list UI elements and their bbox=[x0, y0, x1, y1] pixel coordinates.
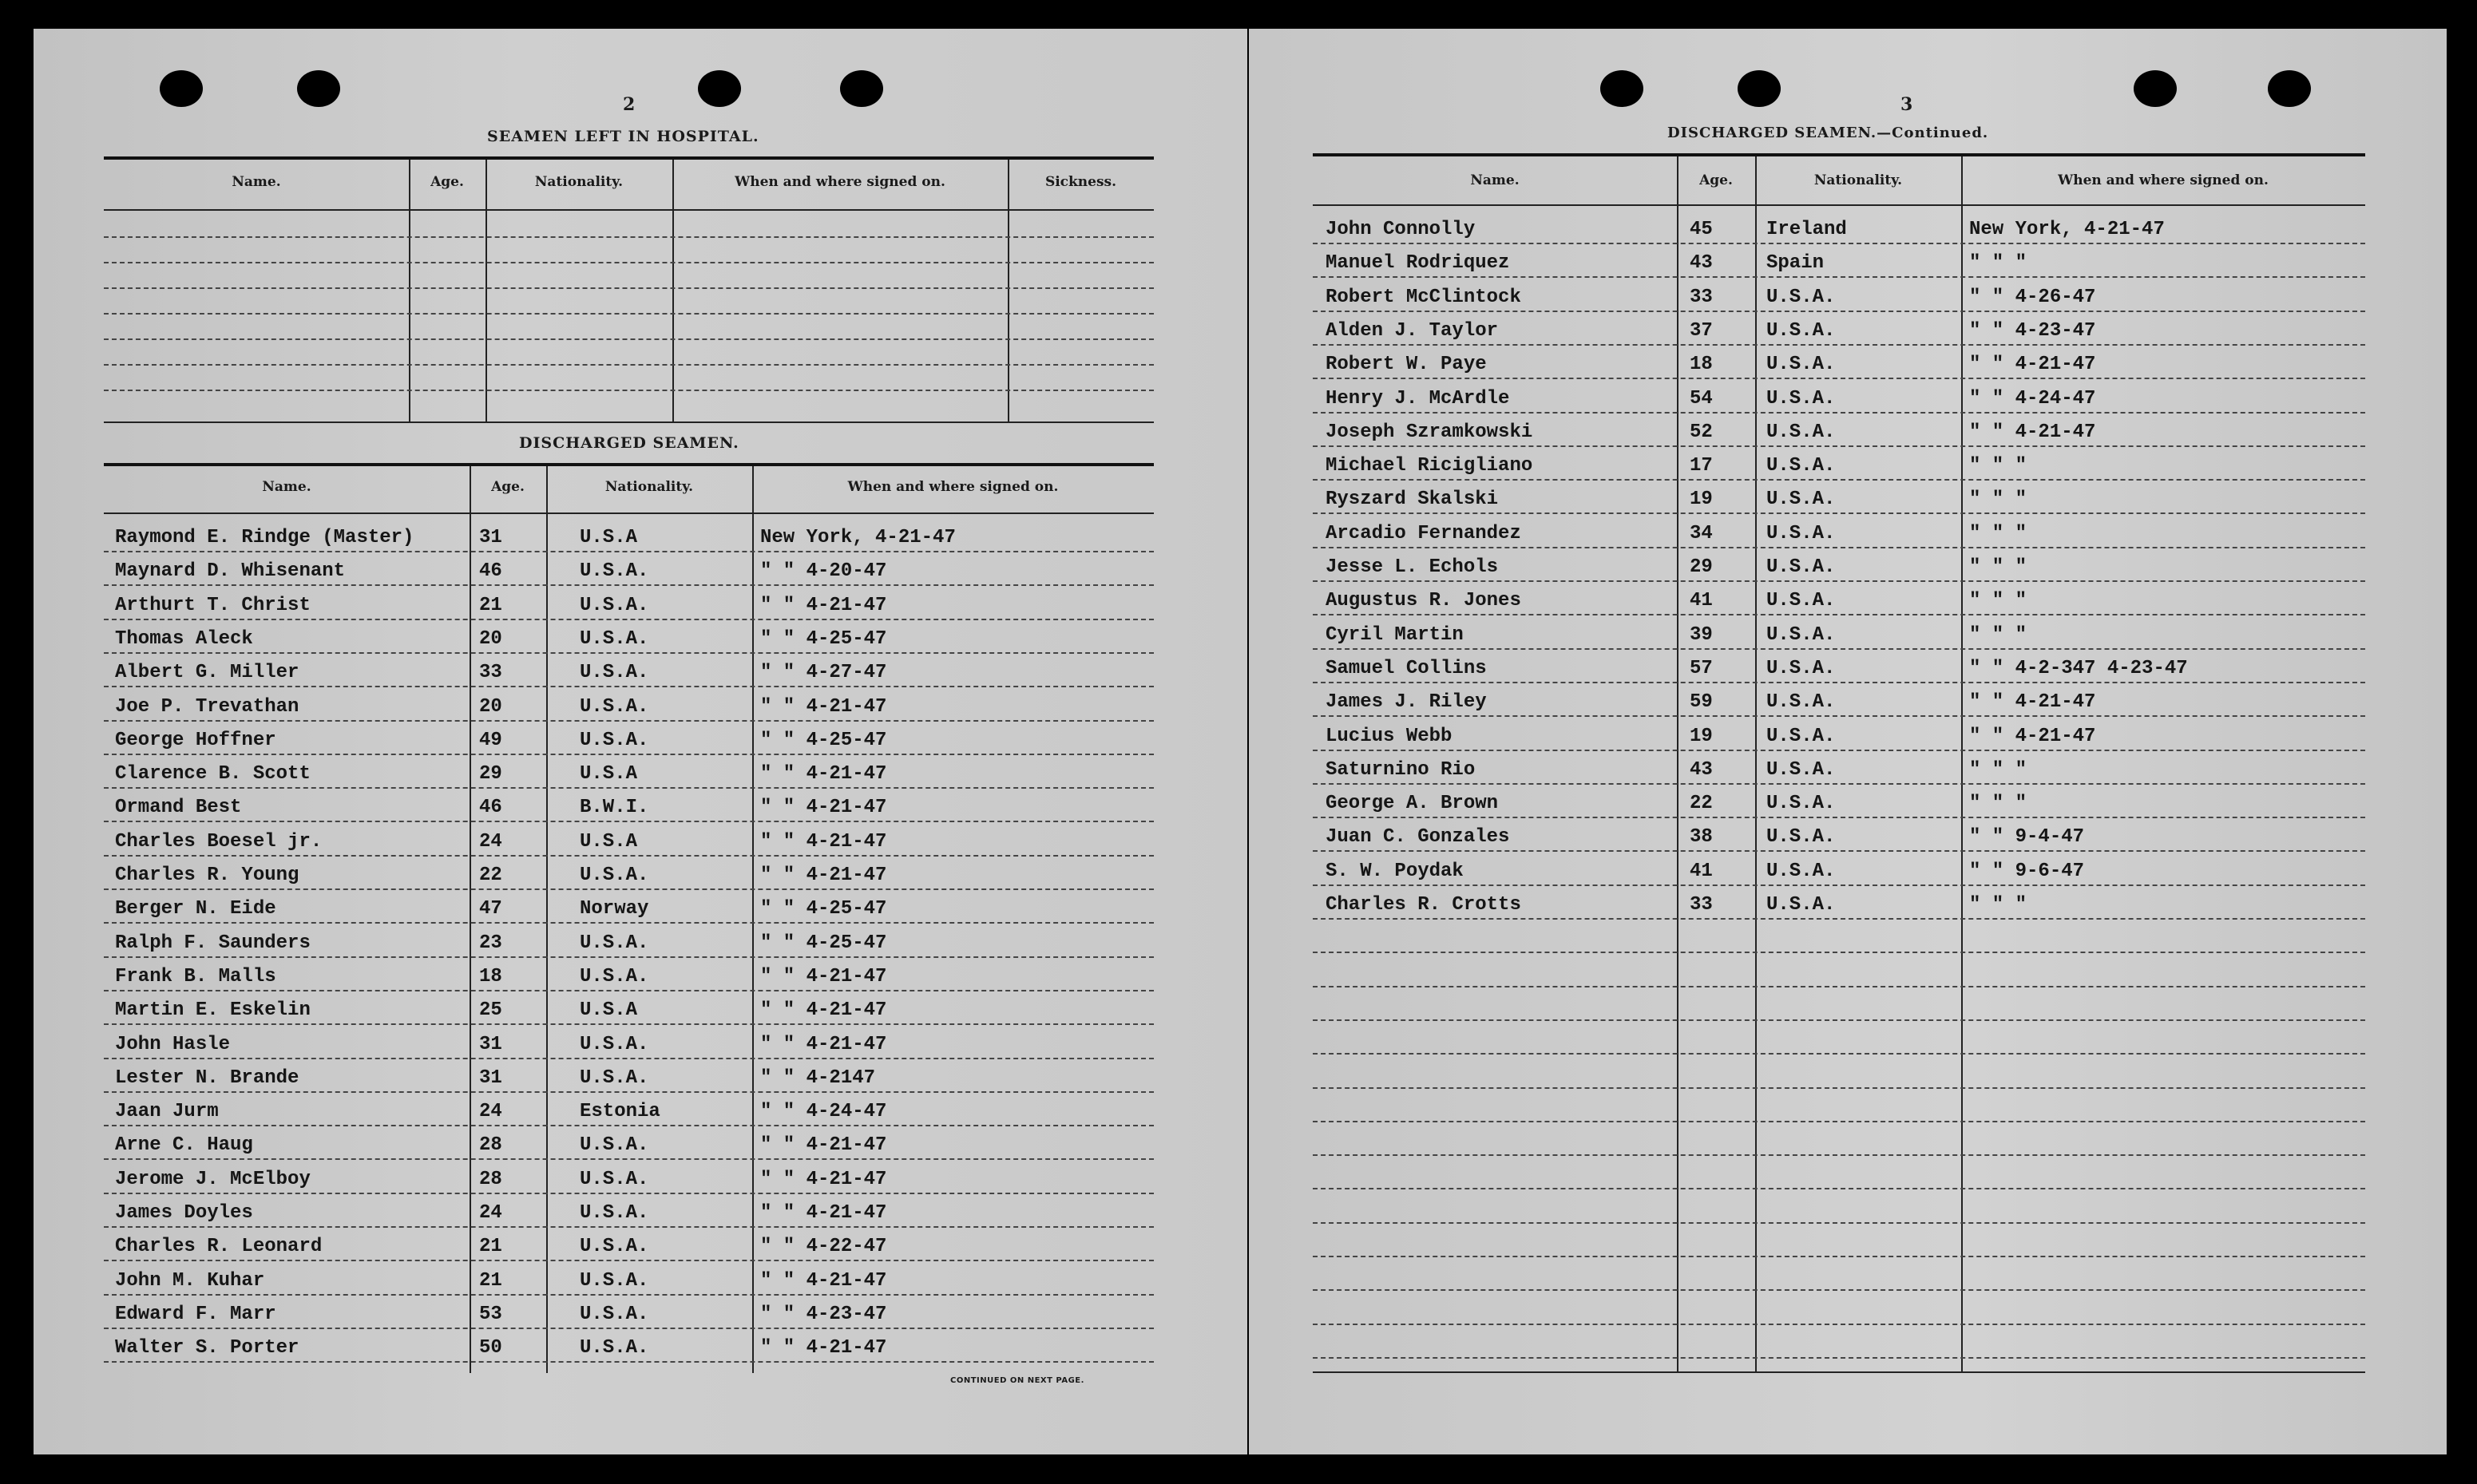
row-rule bbox=[104, 787, 1154, 789]
row-nationality: U.S.A. bbox=[1766, 860, 1836, 882]
row-rule bbox=[1313, 445, 2365, 447]
blank-line bbox=[1313, 1019, 2365, 1021]
row-nationality: B.W.I. bbox=[580, 797, 649, 819]
row-age: 20 bbox=[479, 695, 502, 718]
row-age: 39 bbox=[1690, 623, 1713, 646]
col-divider bbox=[409, 160, 410, 423]
row-age: 18 bbox=[479, 965, 502, 987]
row-signed-on: " " " bbox=[1969, 556, 2027, 578]
row-rule bbox=[1313, 344, 2365, 346]
row-name: Charles R. Young bbox=[115, 865, 299, 886]
row-nationality: U.S.A. bbox=[580, 1236, 649, 1258]
row-rule bbox=[104, 584, 1154, 586]
blank-line bbox=[104, 236, 1154, 238]
blank-line bbox=[1313, 986, 2365, 987]
row-age: 34 bbox=[1690, 522, 1713, 544]
row-nationality: U.S.A. bbox=[580, 1337, 649, 1359]
blank-line bbox=[104, 262, 1154, 263]
row-age: 33 bbox=[1690, 286, 1713, 308]
blank-line bbox=[1313, 1222, 2365, 1224]
row-name: Berger N. Eide bbox=[115, 898, 276, 920]
col-divider bbox=[470, 466, 471, 1373]
row-age: 29 bbox=[1690, 556, 1713, 578]
col-divider bbox=[672, 160, 674, 423]
row-age: 52 bbox=[1690, 421, 1713, 443]
row-rule bbox=[1313, 850, 2365, 852]
right-header-signed-on: When and where signed on. bbox=[2058, 172, 2269, 188]
hospital-header-rule bbox=[104, 209, 1154, 211]
row-rule bbox=[104, 922, 1154, 924]
row-name: Ralph F. Saunders bbox=[115, 932, 311, 954]
row-name: James Doyles bbox=[115, 1202, 253, 1224]
row-nationality: U.S.A. bbox=[1766, 826, 1836, 849]
row-name: Jaan Jurm bbox=[115, 1101, 219, 1123]
row-nationality: U.S.A. bbox=[1766, 319, 1836, 342]
row-age: 19 bbox=[1690, 489, 1713, 511]
row-nationality: U.S.A. bbox=[1766, 894, 1836, 916]
row-age: 33 bbox=[1690, 894, 1713, 916]
row-rule bbox=[104, 1058, 1154, 1059]
row-signed-on: " " 4-21-47 bbox=[760, 594, 887, 616]
row-signed-on: " " 4-27-47 bbox=[760, 662, 887, 684]
row-signed-on: " " 4-21-47 bbox=[760, 965, 887, 987]
row-rule bbox=[104, 1361, 1154, 1363]
row-signed-on: " " " bbox=[1969, 252, 2027, 275]
row-rule bbox=[1313, 918, 2365, 920]
discharged-top-rule bbox=[104, 463, 1154, 466]
row-name: Henry J. McArdle bbox=[1326, 387, 1510, 410]
row-rule bbox=[1313, 817, 2365, 818]
hospital-header-nationality: Nationality. bbox=[534, 174, 624, 190]
row-nationality: U.S.A. bbox=[1766, 793, 1836, 815]
row-name: Saturnino Rio bbox=[1326, 758, 1476, 781]
row-nationality: U.S.A. bbox=[1766, 758, 1836, 781]
row-age: 20 bbox=[479, 627, 502, 650]
col-divider bbox=[1961, 156, 1963, 1373]
row-signed-on: " " 4-21-47 bbox=[1969, 725, 2096, 747]
row-name: Arthurt T. Christ bbox=[115, 594, 311, 616]
row-nationality: Spain bbox=[1766, 252, 1825, 275]
blank-line bbox=[104, 313, 1154, 315]
row-nationality: U.S.A. bbox=[580, 1202, 649, 1224]
row-age: 46 bbox=[479, 560, 502, 583]
row-rule bbox=[104, 1125, 1154, 1126]
row-age: 38 bbox=[1690, 826, 1713, 849]
row-age: 28 bbox=[479, 1168, 502, 1190]
row-signed-on: " " 4-21-47 bbox=[760, 1168, 887, 1190]
row-rule bbox=[104, 855, 1154, 857]
row-nationality: U.S.A. bbox=[1766, 455, 1836, 477]
discharged-header-age: Age. bbox=[491, 479, 525, 495]
row-nationality: U.S.A. bbox=[1766, 387, 1836, 410]
row-age: 31 bbox=[479, 527, 502, 548]
col-divider bbox=[485, 160, 487, 423]
row-nationality: Norway bbox=[580, 898, 649, 920]
row-signed-on: " " 4-21-47 bbox=[760, 1134, 887, 1157]
blank-line bbox=[1313, 1256, 2365, 1257]
row-rule bbox=[1313, 884, 2365, 886]
row-nationality: U.S.A. bbox=[1766, 354, 1836, 376]
row-rule bbox=[1313, 648, 2365, 650]
row-rule bbox=[104, 720, 1154, 722]
row-name: Joe P. Trevathan bbox=[115, 695, 299, 718]
row-rule bbox=[1313, 715, 2365, 717]
row-name: Martin E. Eskelin bbox=[115, 999, 311, 1022]
row-age: 21 bbox=[479, 1269, 502, 1292]
row-rule bbox=[104, 551, 1154, 552]
punch-hole bbox=[840, 70, 883, 107]
col-divider bbox=[1008, 160, 1009, 423]
hospital-header-signed-on: When and where signed on. bbox=[735, 174, 945, 190]
row-name: Robert McClintock bbox=[1326, 286, 1521, 308]
row-signed-on: " " 4-21-47 bbox=[760, 830, 887, 853]
hospital-top-rule bbox=[104, 156, 1154, 160]
row-nationality: U.S.A. bbox=[580, 932, 649, 954]
row-signed-on: " " " bbox=[1969, 590, 2027, 612]
row-rule bbox=[104, 1193, 1154, 1194]
row-rule bbox=[1313, 547, 2365, 548]
blank-line bbox=[1313, 1357, 2365, 1359]
right-header-age: Age. bbox=[1699, 172, 1733, 188]
row-nationality: U.S.A. bbox=[1766, 590, 1836, 612]
blank-line bbox=[1313, 1053, 2365, 1055]
row-age: 50 bbox=[479, 1337, 502, 1359]
punch-hole bbox=[698, 70, 741, 107]
row-nationality: U.S.A. bbox=[580, 1033, 649, 1055]
row-name: Cyril Martin bbox=[1326, 623, 1464, 646]
row-signed-on: " " 4-25-47 bbox=[760, 898, 887, 920]
row-rule bbox=[104, 888, 1154, 890]
row-name: Lucius Webb bbox=[1326, 725, 1453, 747]
row-age: 21 bbox=[479, 1236, 502, 1258]
row-name: George Hoffner bbox=[115, 729, 276, 751]
discharged-header-name: Name. bbox=[262, 479, 311, 495]
row-name: Raymond E. Rindge (Master) bbox=[115, 527, 414, 548]
row-signed-on: " " 4-24-47 bbox=[760, 1101, 887, 1123]
row-age: 33 bbox=[479, 662, 502, 684]
right-header-rule bbox=[1313, 204, 2365, 206]
row-nationality: U.S.A. bbox=[580, 1168, 649, 1190]
row-age: 46 bbox=[479, 797, 502, 819]
row-nationality: U.S.A. bbox=[580, 1269, 649, 1292]
row-name: Charles Boesel jr. bbox=[115, 830, 323, 853]
blank-line bbox=[1313, 1324, 2365, 1325]
col-divider bbox=[1677, 156, 1678, 1373]
row-name: George A. Brown bbox=[1326, 793, 1499, 815]
row-nationality: U.S.A bbox=[580, 999, 638, 1022]
row-rule bbox=[1313, 512, 2365, 514]
row-nationality: U.S.A bbox=[580, 527, 638, 548]
row-rule bbox=[1313, 580, 2365, 582]
row-age: 59 bbox=[1690, 691, 1713, 714]
row-rule bbox=[104, 1023, 1154, 1025]
row-rule bbox=[1313, 243, 2365, 244]
row-nationality: U.S.A. bbox=[580, 594, 649, 616]
hospital-header-age: Age. bbox=[430, 174, 464, 190]
row-signed-on: " " " bbox=[1969, 489, 2027, 511]
row-name: John Hasle bbox=[115, 1033, 231, 1055]
row-nationality: U.S.A. bbox=[1766, 556, 1836, 578]
row-name: S. W. Poydak bbox=[1326, 860, 1464, 882]
row-signed-on: " " " bbox=[1969, 758, 2027, 781]
row-signed-on: " " 4-21-47 bbox=[760, 797, 887, 819]
row-nationality: Ireland bbox=[1766, 219, 1847, 240]
continued-section-title: DISCHARGED SEAMEN.—Continued. bbox=[1667, 125, 1989, 141]
row-name: Albert G. Miller bbox=[115, 662, 299, 684]
row-nationality: U.S.A. bbox=[580, 965, 649, 987]
row-rule bbox=[104, 1328, 1154, 1329]
row-age: 19 bbox=[1690, 725, 1713, 747]
row-age: 29 bbox=[479, 763, 502, 786]
right-top-rule bbox=[1313, 153, 2365, 156]
row-nationality: U.S.A bbox=[580, 830, 638, 853]
row-name: Arne C. Haug bbox=[115, 1134, 253, 1157]
discharged-header-signed-on: When and where signed on. bbox=[847, 479, 1059, 495]
hospital-header-sickness: Sickness. bbox=[1044, 174, 1117, 190]
row-age: 24 bbox=[479, 830, 502, 853]
right-header-name: Name. bbox=[1470, 172, 1520, 188]
row-age: 37 bbox=[1690, 319, 1713, 342]
row-name: Charles R. Crotts bbox=[1326, 894, 1521, 916]
row-nationality: U.S.A. bbox=[580, 662, 649, 684]
row-name: Joseph Szramkowski bbox=[1326, 421, 1533, 443]
row-rule bbox=[104, 1260, 1154, 1261]
blank-line bbox=[1313, 1121, 2365, 1122]
row-signed-on: " " " bbox=[1969, 623, 2027, 646]
row-rule bbox=[104, 1294, 1154, 1296]
row-rule bbox=[104, 1226, 1154, 1228]
row-signed-on: " " 4-21-47 bbox=[1969, 691, 2096, 714]
row-name: Alden J. Taylor bbox=[1326, 319, 1499, 342]
row-age: 22 bbox=[479, 865, 502, 886]
row-age: 43 bbox=[1690, 758, 1713, 781]
row-rule bbox=[1313, 614, 2365, 615]
row-name: Michael Ricigliano bbox=[1326, 455, 1533, 477]
hospital-bottom-rule bbox=[104, 421, 1154, 423]
row-signed-on: " " 4-25-47 bbox=[760, 729, 887, 751]
row-name: John Connolly bbox=[1326, 219, 1476, 240]
col-divider bbox=[752, 466, 754, 1373]
row-signed-on: " " 4-23-47 bbox=[760, 1303, 887, 1325]
row-signed-on: " " 4-21-47 bbox=[760, 1033, 887, 1055]
blank-line bbox=[1313, 1289, 2365, 1291]
row-nationality: Estonia bbox=[580, 1101, 660, 1123]
row-age: 45 bbox=[1690, 219, 1713, 240]
row-signed-on: " " 4-21-47 bbox=[1969, 354, 2096, 376]
row-name: James J. Riley bbox=[1326, 691, 1487, 714]
row-nationality: U.S.A. bbox=[580, 1067, 649, 1089]
row-name: Walter S. Porter bbox=[115, 1337, 299, 1359]
row-name: Arcadio Fernandez bbox=[1326, 522, 1521, 544]
blank-line bbox=[104, 338, 1154, 340]
row-signed-on: " " " bbox=[1969, 522, 2027, 544]
row-age: 41 bbox=[1690, 590, 1713, 612]
row-age: 23 bbox=[479, 932, 502, 954]
row-age: 17 bbox=[1690, 455, 1713, 477]
punch-hole bbox=[1600, 70, 1643, 107]
row-rule bbox=[1313, 783, 2365, 785]
row-age: 57 bbox=[1690, 657, 1713, 679]
row-nationality: U.S.A. bbox=[1766, 421, 1836, 443]
col-divider bbox=[1755, 156, 1757, 1373]
row-nationality: U.S.A. bbox=[580, 865, 649, 886]
row-signed-on: " " 4-24-47 bbox=[1969, 387, 2096, 410]
row-rule bbox=[104, 754, 1154, 755]
hospital-section-title: SEAMEN LEFT IN HOSPITAL. bbox=[487, 128, 759, 145]
row-name: Edward F. Marr bbox=[115, 1303, 276, 1325]
row-name: Juan C. Gonzales bbox=[1326, 826, 1510, 849]
row-name: John M. Kuhar bbox=[115, 1269, 265, 1292]
right-header-nationality: Nationality. bbox=[1813, 172, 1903, 188]
row-nationality: U.S.A bbox=[580, 763, 638, 786]
row-age: 22 bbox=[1690, 793, 1713, 815]
row-nationality: U.S.A. bbox=[1766, 489, 1836, 511]
row-nationality: U.S.A. bbox=[1766, 657, 1836, 679]
punch-hole bbox=[2134, 70, 2177, 107]
right-bottom-rule bbox=[1313, 1371, 2365, 1373]
row-signed-on: " " 4-21-47 bbox=[760, 763, 887, 786]
row-rule bbox=[1313, 479, 2365, 481]
row-age: 54 bbox=[1690, 387, 1713, 410]
continued-footer: CONTINUED ON NEXT PAGE. bbox=[950, 1376, 1084, 1385]
row-nationality: U.S.A. bbox=[580, 560, 649, 583]
page-number-right: 3 bbox=[1900, 94, 1913, 115]
blank-line bbox=[104, 287, 1154, 289]
row-rule bbox=[104, 956, 1154, 958]
row-age: 21 bbox=[479, 594, 502, 616]
row-signed-on: " " 9-4-47 bbox=[1969, 826, 2085, 849]
row-signed-on: " " 4-20-47 bbox=[760, 560, 887, 583]
page-number-left: 2 bbox=[623, 94, 636, 115]
punch-hole bbox=[1738, 70, 1781, 107]
row-name: Ormand Best bbox=[115, 797, 242, 819]
row-nationality: U.S.A. bbox=[1766, 725, 1836, 747]
row-signed-on: " " 4-21-47 bbox=[760, 1269, 887, 1292]
row-rule bbox=[104, 1091, 1154, 1093]
row-name: Samuel Collins bbox=[1326, 657, 1487, 679]
row-signed-on: New York, 4-21-47 bbox=[1969, 219, 2165, 240]
row-name: Clarence B. Scott bbox=[115, 763, 311, 786]
row-rule bbox=[104, 821, 1154, 822]
blank-line bbox=[1313, 952, 2365, 953]
row-age: 31 bbox=[479, 1067, 502, 1089]
row-name: Thomas Aleck bbox=[115, 627, 253, 650]
row-rule bbox=[104, 619, 1154, 620]
blank-line bbox=[1313, 1154, 2365, 1156]
blank-line bbox=[104, 390, 1154, 391]
row-signed-on: " " " bbox=[1969, 894, 2027, 916]
row-nationality: U.S.A. bbox=[580, 1303, 649, 1325]
row-signed-on: New York, 4-21-47 bbox=[760, 527, 956, 548]
row-age: 28 bbox=[479, 1134, 502, 1157]
blank-line bbox=[1313, 1087, 2365, 1089]
row-signed-on: " " 4-21-47 bbox=[1969, 421, 2096, 443]
blank-line bbox=[1313, 1188, 2365, 1189]
punch-hole bbox=[297, 70, 340, 107]
row-rule bbox=[1313, 412, 2365, 414]
row-name: Jerome J. McElboy bbox=[115, 1168, 311, 1190]
row-signed-on: " " " bbox=[1969, 455, 2027, 477]
row-nationality: U.S.A. bbox=[1766, 522, 1836, 544]
row-rule bbox=[104, 652, 1154, 654]
row-nationality: U.S.A. bbox=[580, 695, 649, 718]
row-nationality: U.S.A. bbox=[1766, 623, 1836, 646]
row-name: Ryszard Skalski bbox=[1326, 489, 1499, 511]
row-rule bbox=[1313, 682, 2365, 683]
col-divider bbox=[546, 466, 548, 1373]
row-rule bbox=[1313, 378, 2365, 379]
row-signed-on: " " 4-23-47 bbox=[1969, 319, 2096, 342]
row-signed-on: " " 4-21-47 bbox=[760, 1337, 887, 1359]
row-age: 47 bbox=[479, 898, 502, 920]
row-rule bbox=[104, 686, 1154, 687]
row-signed-on: " " 4-22-47 bbox=[760, 1236, 887, 1258]
row-signed-on: " " 9-6-47 bbox=[1969, 860, 2085, 882]
row-age: 43 bbox=[1690, 252, 1713, 275]
discharged-section-title: DISCHARGED SEAMEN. bbox=[519, 434, 739, 452]
discharged-header-nationality: Nationality. bbox=[604, 479, 694, 495]
row-signed-on: " " 4-25-47 bbox=[760, 627, 887, 650]
row-signed-on: " " 4-25-47 bbox=[760, 932, 887, 954]
row-age: 25 bbox=[479, 999, 502, 1022]
row-name: Robert W. Paye bbox=[1326, 354, 1487, 376]
row-nationality: U.S.A. bbox=[1766, 691, 1836, 714]
row-age: 24 bbox=[479, 1202, 502, 1224]
row-rule bbox=[104, 990, 1154, 991]
row-age: 41 bbox=[1690, 860, 1713, 882]
punch-hole bbox=[160, 70, 203, 107]
row-nationality: U.S.A. bbox=[1766, 286, 1836, 308]
row-nationality: U.S.A. bbox=[580, 729, 649, 751]
row-signed-on: " " " bbox=[1969, 793, 2027, 815]
row-signed-on: " " 4-2147 bbox=[760, 1067, 876, 1089]
row-rule bbox=[1313, 311, 2365, 312]
row-signed-on: " " 4-26-47 bbox=[1969, 286, 2096, 308]
row-age: 49 bbox=[479, 729, 502, 751]
row-signed-on: " " 4-2-347 4-23-47 bbox=[1969, 657, 2188, 679]
row-age: 24 bbox=[479, 1101, 502, 1123]
row-signed-on: " " 4-21-47 bbox=[760, 1202, 887, 1224]
row-name: Maynard D. Whisenant bbox=[115, 560, 346, 583]
row-name: Jesse L. Echols bbox=[1326, 556, 1499, 578]
row-age: 31 bbox=[479, 1033, 502, 1055]
row-age: 18 bbox=[1690, 354, 1713, 376]
row-name: Manuel Rodriquez bbox=[1326, 252, 1510, 275]
blank-line bbox=[104, 364, 1154, 366]
row-name: Lester N. Brande bbox=[115, 1067, 299, 1089]
discharged-header-rule bbox=[104, 512, 1154, 514]
row-age: 53 bbox=[479, 1303, 502, 1325]
row-rule bbox=[104, 1158, 1154, 1160]
row-rule bbox=[1313, 750, 2365, 751]
row-signed-on: " " 4-21-47 bbox=[760, 865, 887, 886]
row-name: Augustus R. Jones bbox=[1326, 590, 1521, 612]
row-rule bbox=[1313, 276, 2365, 278]
row-name: Frank B. Malls bbox=[115, 965, 276, 987]
row-nationality: U.S.A. bbox=[580, 627, 649, 650]
row-nationality: U.S.A. bbox=[580, 1134, 649, 1157]
hospital-header-name: Name. bbox=[232, 174, 281, 190]
row-signed-on: " " 4-21-47 bbox=[760, 695, 887, 718]
row-name: Charles R. Leonard bbox=[115, 1236, 323, 1258]
row-signed-on: " " 4-21-47 bbox=[760, 999, 887, 1022]
punch-hole bbox=[2268, 70, 2311, 107]
